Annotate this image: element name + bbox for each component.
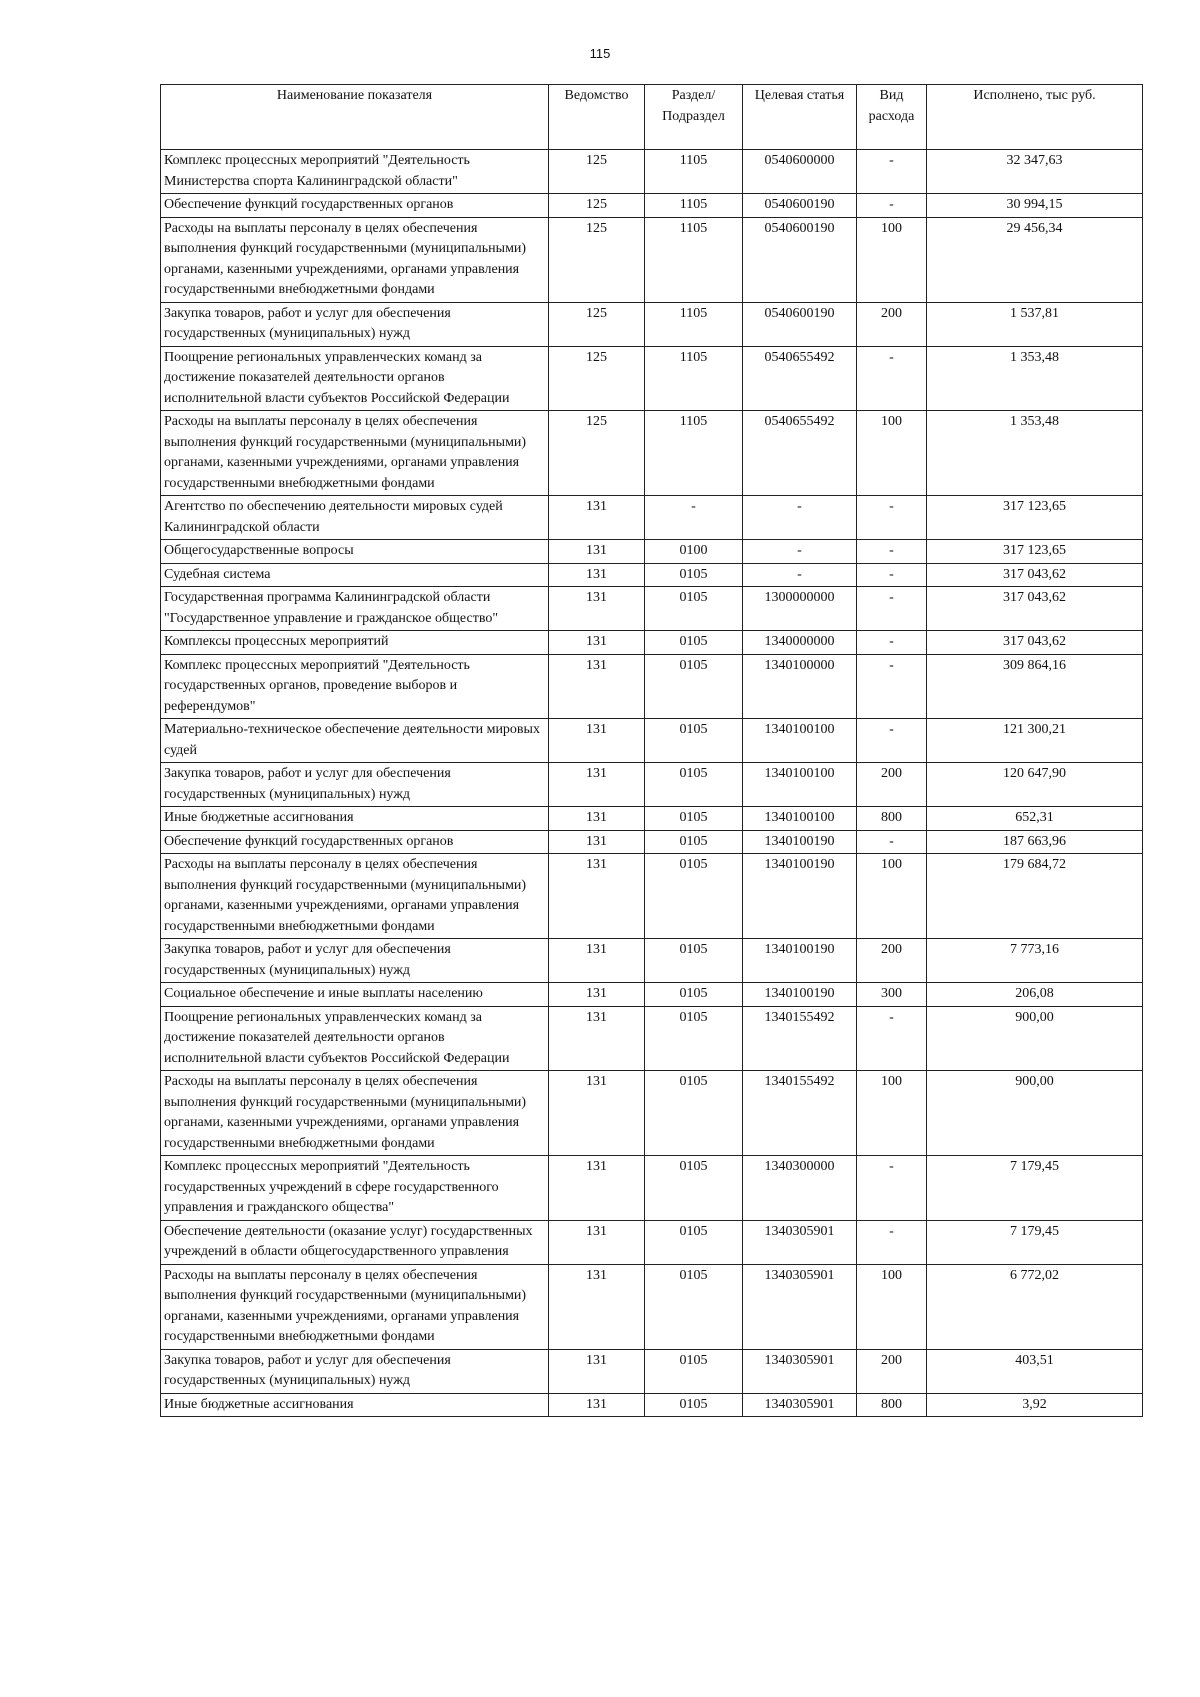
- cell-executed-amount: 3,92: [927, 1393, 1143, 1417]
- cell-expense-type: 100: [857, 411, 927, 496]
- cell-indicator-name: Расходы на выплаты персоналу в целях обеспечения выполнения функций государственными (муниципальными) органами, казенными учреждениями, органами управления государственными внебюджетными фондами: [161, 854, 549, 939]
- cell-department: 131: [549, 1220, 645, 1264]
- cell-section: 0105: [645, 1220, 743, 1264]
- cell-section: 0105: [645, 939, 743, 983]
- cell-executed-amount: 7 179,45: [927, 1220, 1143, 1264]
- table-row: [161, 194, 1143, 218]
- cell-executed-amount: 317 123,65: [927, 496, 1143, 540]
- cell-department: 131: [549, 1071, 645, 1156]
- cell-section: 1105: [645, 411, 743, 496]
- cell-target-article: 1340100100: [743, 807, 857, 831]
- cell-indicator-name: Государственная программа Калининградской области "Государственное управление и гражданское общество": [161, 587, 549, 631]
- cell-department: 131: [549, 939, 645, 983]
- header-executed-amount: Исполнено, тыс руб.: [927, 85, 1143, 150]
- cell-department: 131: [549, 983, 645, 1007]
- cell-section: 1105: [645, 217, 743, 302]
- cell-executed-amount: 187 663,96: [927, 830, 1143, 854]
- cell-indicator-name: Комплекс процессных мероприятий "Деятельность государственных учреждений в сфере государственного управления и гражданского общества": [161, 1156, 549, 1221]
- cell-executed-amount: 317 043,62: [927, 587, 1143, 631]
- cell-executed-amount: 120 647,90: [927, 763, 1143, 807]
- cell-expense-type: 200: [857, 939, 927, 983]
- table-body: [161, 150, 1143, 1417]
- cell-executed-amount: 7 773,16: [927, 939, 1143, 983]
- cell-executed-amount: 317 043,62: [927, 631, 1143, 655]
- cell-department: 131: [549, 763, 645, 807]
- cell-section: -: [645, 496, 743, 540]
- budget-execution-table: [160, 84, 1143, 1417]
- cell-expense-type: 300: [857, 983, 927, 1007]
- cell-department: 131: [549, 563, 645, 587]
- cell-target-article: 0540655492: [743, 411, 857, 496]
- table-row: [161, 411, 1143, 496]
- cell-target-article: 1340305901: [743, 1349, 857, 1393]
- cell-department: 131: [549, 1156, 645, 1221]
- header-row: [161, 85, 1143, 150]
- cell-section: 0105: [645, 587, 743, 631]
- cell-executed-amount: 317 043,62: [927, 563, 1143, 587]
- cell-section: 0105: [645, 1071, 743, 1156]
- cell-section: 1105: [645, 346, 743, 411]
- cell-target-article: 1340305901: [743, 1264, 857, 1349]
- cell-expense-type: -: [857, 150, 927, 194]
- cell-indicator-name: Обеспечение функций государственных органов: [161, 830, 549, 854]
- cell-section: 0105: [645, 807, 743, 831]
- cell-target-article: 1340000000: [743, 631, 857, 655]
- cell-target-article: 1300000000: [743, 587, 857, 631]
- cell-expense-type: -: [857, 830, 927, 854]
- cell-department: 125: [549, 150, 645, 194]
- cell-target-article: 1340100190: [743, 830, 857, 854]
- cell-section: 0105: [645, 1006, 743, 1071]
- cell-indicator-name: Иные бюджетные ассигнования: [161, 807, 549, 831]
- cell-expense-type: 200: [857, 763, 927, 807]
- table-row: [161, 631, 1143, 655]
- cell-section: 0105: [645, 830, 743, 854]
- cell-department: 131: [549, 1264, 645, 1349]
- cell-expense-type: -: [857, 719, 927, 763]
- cell-target-article: -: [743, 540, 857, 564]
- cell-indicator-name: Закупка товаров, работ и услуг для обеспечения государственных (муниципальных) нужд: [161, 763, 549, 807]
- cell-department: 131: [549, 654, 645, 719]
- cell-expense-type: -: [857, 563, 927, 587]
- cell-department: 131: [549, 719, 645, 763]
- cell-target-article: 1340155492: [743, 1071, 857, 1156]
- cell-executed-amount: 32 347,63: [927, 150, 1143, 194]
- table-row: [161, 540, 1143, 564]
- cell-indicator-name: Судебная система: [161, 563, 549, 587]
- cell-department: 131: [549, 830, 645, 854]
- cell-target-article: 1340305901: [743, 1393, 857, 1417]
- cell-target-article: 1340305901: [743, 1220, 857, 1264]
- header-section: Раздел/ Подраздел: [645, 85, 743, 150]
- cell-indicator-name: Расходы на выплаты персоналу в целях обеспечения выполнения функций государственными (муниципальными) органами, казенными учреждениями, органами управления государственными внебюджетными фондами: [161, 1071, 549, 1156]
- table-row: [161, 983, 1143, 1007]
- cell-section: 0105: [645, 631, 743, 655]
- cell-department: 125: [549, 302, 645, 346]
- cell-expense-type: -: [857, 194, 927, 218]
- table-row: [161, 150, 1143, 194]
- cell-executed-amount: 121 300,21: [927, 719, 1143, 763]
- cell-section: 0105: [645, 1393, 743, 1417]
- cell-indicator-name: Общегосударственные вопросы: [161, 540, 549, 564]
- cell-target-article: 0540655492: [743, 346, 857, 411]
- cell-target-article: 1340300000: [743, 1156, 857, 1221]
- cell-department: 131: [549, 540, 645, 564]
- cell-section: 1105: [645, 194, 743, 218]
- cell-expense-type: 100: [857, 217, 927, 302]
- cell-expense-type: -: [857, 587, 927, 631]
- cell-executed-amount: 900,00: [927, 1006, 1143, 1071]
- cell-target-article: 1340155492: [743, 1006, 857, 1071]
- cell-expense-type: 200: [857, 1349, 927, 1393]
- cell-indicator-name: Закупка товаров, работ и услуг для обеспечения государственных (муниципальных) нужд: [161, 302, 549, 346]
- header-expense-type: Вид расхода: [857, 85, 927, 150]
- cell-department: 125: [549, 194, 645, 218]
- table-row: [161, 302, 1143, 346]
- table-row: [161, 854, 1143, 939]
- cell-executed-amount: 652,31: [927, 807, 1143, 831]
- table-row: [161, 563, 1143, 587]
- cell-section: 0105: [645, 654, 743, 719]
- header-department: Ведомство: [549, 85, 645, 150]
- header-target-article: Целевая статья: [743, 85, 857, 150]
- table-row: [161, 1264, 1143, 1349]
- cell-indicator-name: Агентство по обеспечению деятельности мировых судей Калининградской области: [161, 496, 549, 540]
- cell-target-article: 0540600190: [743, 194, 857, 218]
- table-row: [161, 496, 1143, 540]
- cell-department: 125: [549, 346, 645, 411]
- cell-department: 131: [549, 1393, 645, 1417]
- table-row: [161, 1349, 1143, 1393]
- table-row: [161, 830, 1143, 854]
- cell-expense-type: 200: [857, 302, 927, 346]
- cell-expense-type: -: [857, 496, 927, 540]
- cell-section: 0105: [645, 1264, 743, 1349]
- table-row: [161, 587, 1143, 631]
- cell-target-article: 1340100000: [743, 654, 857, 719]
- cell-indicator-name: Закупка товаров, работ и услуг для обеспечения государственных (муниципальных) нужд: [161, 1349, 549, 1393]
- cell-section: 1105: [645, 150, 743, 194]
- cell-expense-type: -: [857, 540, 927, 564]
- cell-expense-type: -: [857, 1006, 927, 1071]
- cell-executed-amount: 179 684,72: [927, 854, 1143, 939]
- cell-department: 131: [549, 1349, 645, 1393]
- cell-expense-type: 100: [857, 1264, 927, 1349]
- cell-target-article: 1340100190: [743, 939, 857, 983]
- header-indicator-name: Наименование показателя: [161, 85, 549, 150]
- cell-target-article: -: [743, 496, 857, 540]
- cell-section: 0105: [645, 763, 743, 807]
- table-row: [161, 346, 1143, 411]
- cell-target-article: 0540600190: [743, 302, 857, 346]
- cell-target-article: 1340100100: [743, 763, 857, 807]
- cell-indicator-name: Иные бюджетные ассигнования: [161, 1393, 549, 1417]
- cell-section: 1105: [645, 302, 743, 346]
- cell-executed-amount: 317 123,65: [927, 540, 1143, 564]
- cell-department: 125: [549, 411, 645, 496]
- cell-indicator-name: Обеспечение деятельности (оказание услуг) государственных учреждений в области общегосударственного управления: [161, 1220, 549, 1264]
- page-number: 115: [589, 46, 611, 61]
- cell-executed-amount: 6 772,02: [927, 1264, 1143, 1349]
- cell-expense-type: 800: [857, 1393, 927, 1417]
- cell-department: 131: [549, 496, 645, 540]
- cell-executed-amount: 30 994,15: [927, 194, 1143, 218]
- cell-indicator-name: Расходы на выплаты персоналу в целях обеспечения выполнения функций государственными (муниципальными) органами, казенными учреждениями, органами управления государственными внебюджетными фондами: [161, 411, 549, 496]
- cell-indicator-name: Закупка товаров, работ и услуг для обеспечения государственных (муниципальных) нужд: [161, 939, 549, 983]
- cell-indicator-name: Расходы на выплаты персоналу в целях обеспечения выполнения функций государственными (муниципальными) органами, казенными учреждениями, органами управления государственными внебюджетными фондами: [161, 1264, 549, 1349]
- cell-expense-type: -: [857, 1156, 927, 1221]
- cell-executed-amount: 7 179,45: [927, 1156, 1143, 1221]
- cell-executed-amount: 1 353,48: [927, 346, 1143, 411]
- cell-section: 0105: [645, 719, 743, 763]
- cell-indicator-name: Расходы на выплаты персоналу в целях обеспечения выполнения функций государственными (муниципальными) органами, казенными учреждениями, органами управления государственными внебюджетными фондами: [161, 217, 549, 302]
- table-row: [161, 763, 1143, 807]
- table-row: [161, 1071, 1143, 1156]
- cell-executed-amount: 1 537,81: [927, 302, 1143, 346]
- cell-indicator-name: Материально-техническое обеспечение деятельности мировых судей: [161, 719, 549, 763]
- table-row: [161, 654, 1143, 719]
- cell-section: 0100: [645, 540, 743, 564]
- table-row: [161, 1393, 1143, 1417]
- cell-section: 0105: [645, 854, 743, 939]
- table-row: [161, 1156, 1143, 1221]
- cell-executed-amount: 206,08: [927, 983, 1143, 1007]
- cell-department: 131: [549, 587, 645, 631]
- cell-expense-type: -: [857, 654, 927, 719]
- cell-target-article: 1340100190: [743, 854, 857, 939]
- cell-department: 131: [549, 807, 645, 831]
- table-row: [161, 1220, 1143, 1264]
- cell-expense-type: 100: [857, 854, 927, 939]
- cell-section: 0105: [645, 983, 743, 1007]
- table-row: [161, 807, 1143, 831]
- cell-indicator-name: Комплекс процессных мероприятий "Деятельность государственных органов, проведение выборов и референдумов": [161, 654, 549, 719]
- cell-expense-type: 100: [857, 1071, 927, 1156]
- cell-target-article: -: [743, 563, 857, 587]
- cell-target-article: 1340100100: [743, 719, 857, 763]
- cell-department: 131: [549, 631, 645, 655]
- cell-department: 125: [549, 217, 645, 302]
- cell-expense-type: -: [857, 346, 927, 411]
- table-row: [161, 217, 1143, 302]
- cell-executed-amount: 403,51: [927, 1349, 1143, 1393]
- cell-department: 131: [549, 854, 645, 939]
- table-row: [161, 719, 1143, 763]
- cell-expense-type: 800: [857, 807, 927, 831]
- cell-department: 131: [549, 1006, 645, 1071]
- cell-indicator-name: Комплексы процессных мероприятий: [161, 631, 549, 655]
- cell-indicator-name: Социальное обеспечение и иные выплаты населению: [161, 983, 549, 1007]
- cell-indicator-name: Поощрение региональных управленческих команд за достижение показателей деятельности органов исполнительной власти субъектов Российской Федерации: [161, 346, 549, 411]
- table-row: [161, 1006, 1143, 1071]
- cell-section: 0105: [645, 563, 743, 587]
- cell-target-article: 1340100190: [743, 983, 857, 1007]
- cell-section: 0105: [645, 1349, 743, 1393]
- cell-section: 0105: [645, 1156, 743, 1221]
- cell-indicator-name: Поощрение региональных управленческих команд за достижение показателей деятельности органов исполнительной власти субъектов Российской Федерации: [161, 1006, 549, 1071]
- cell-target-article: 0540600000: [743, 150, 857, 194]
- cell-executed-amount: 309 864,16: [927, 654, 1143, 719]
- cell-indicator-name: Комплекс процессных мероприятий "Деятельность Министерства спорта Калининградской области": [161, 150, 549, 194]
- cell-executed-amount: 29 456,34: [927, 217, 1143, 302]
- table-row: [161, 939, 1143, 983]
- cell-target-article: 0540600190: [743, 217, 857, 302]
- cell-executed-amount: 900,00: [927, 1071, 1143, 1156]
- cell-indicator-name: Обеспечение функций государственных органов: [161, 194, 549, 218]
- cell-expense-type: -: [857, 631, 927, 655]
- cell-expense-type: -: [857, 1220, 927, 1264]
- cell-executed-amount: 1 353,48: [927, 411, 1143, 496]
- table-header: [161, 85, 1143, 150]
